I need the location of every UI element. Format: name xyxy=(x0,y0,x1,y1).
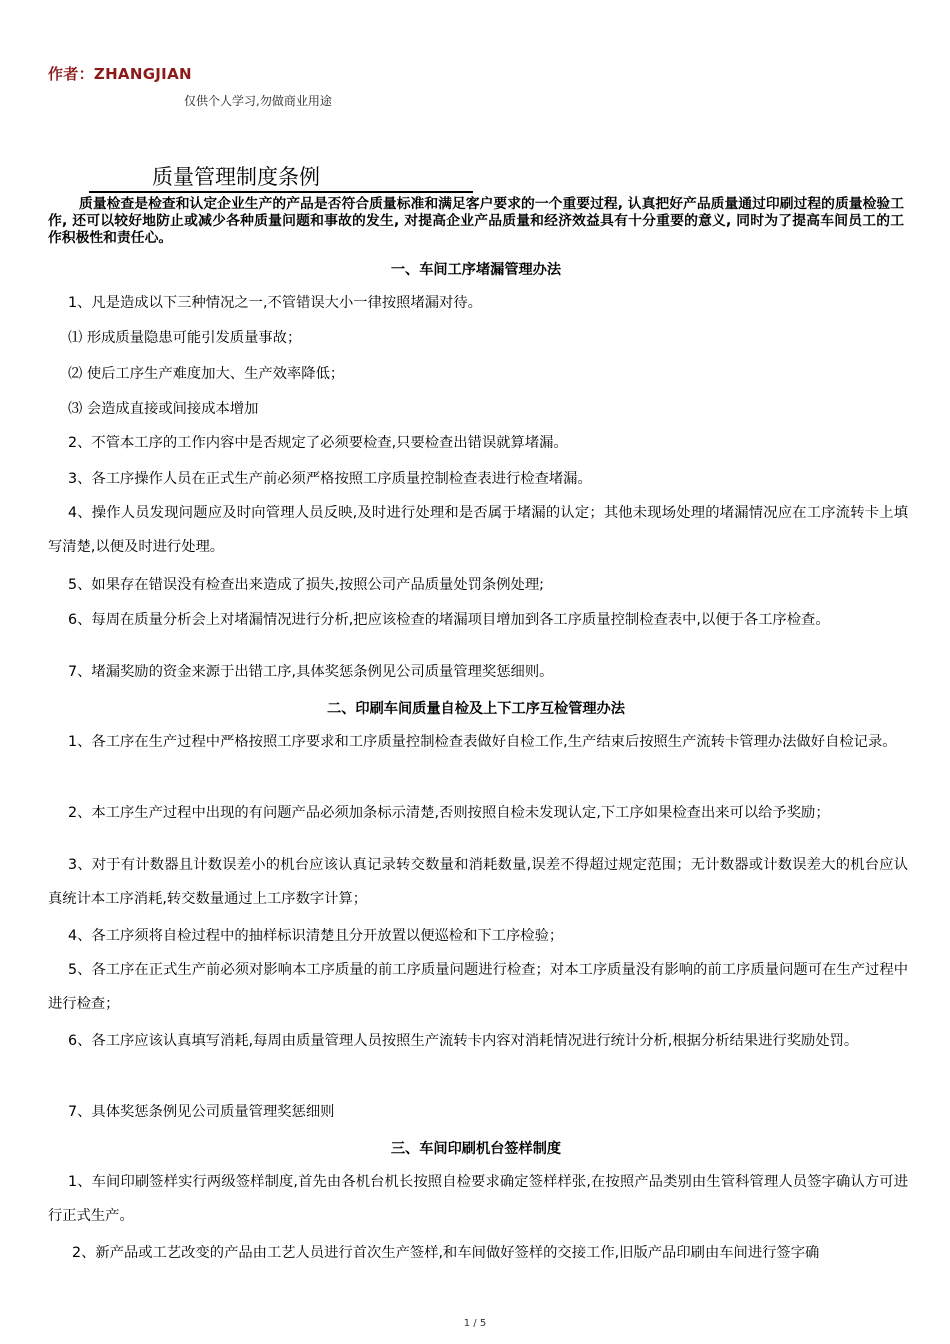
usage-note: 仅供个人学习,勿做商业用途 xyxy=(184,94,332,108)
section-1-subitem-3: ⑶ 会造成直接或间接成本增加 xyxy=(68,401,259,417)
section-3-item-2: 2、新产品或工艺改变的产品由工艺人员进行首次生产签样,和车间做好签样的交接工作,旧版产品印刷由车间进行签字确 xyxy=(72,1245,820,1261)
section-2-item-7: 7、具体奖惩条例见公司质量管理奖惩细则 xyxy=(68,1104,335,1120)
section-2-item-2: 2、本工序生产过程中出现的有问题产品必须加条标示清楚,否则按照自检未发现认定,下工序如果检查出来可以给予奖励； xyxy=(68,805,830,821)
section-1-item-2: 2、不管本工序的工作内容中是否规定了必须要检查,只要检查出错误就算堵漏。 xyxy=(68,435,568,451)
page-title: 质量管理制度条例 xyxy=(152,165,320,189)
section-2-item-6: 6、各工序应该认真填写消耗,每周由质量管理人员按照生产流转卡内容对消耗情况进行统计分析,根据分析结果进行奖励处罚。 xyxy=(68,1033,859,1049)
section-2-item-1: 1、各工序在生产过程中严格按照工序要求和工序质量控制检查表做好自检工作,生产结束后按照生产流转卡管理办法做好自检记录。 xyxy=(68,734,897,750)
section-1-item-4: 4、操作人员发现问题应及时向管理人员反映,及时进行处理和是否属于堵漏的认定；其他未现场处理的堵漏情况应在工序流转卡上填写清楚,以便及时进行处理。 xyxy=(48,505,908,555)
section-3-heading: 三、车间印刷机台签样制度 xyxy=(390,1141,562,1157)
intro-paragraph: 质量检查是检查和认定企业生产的产品是否符合质量标准和满足客户要求的一个重要过程, 认真把好产品质量通过印刷过程的质量检验工作, 还可以较好地防止或减少各种质量问题和事故的发生, 对提高企业产品质量和经济效益具有十分重要的意义, 同时为了提高车间员工的工作积极性和责任心。 xyxy=(48,196,904,246)
section-2-heading: 二、印刷车间质量自检及上下工序互检管理办法 xyxy=(327,701,625,717)
section-1-subitem-2: ⑵ 使后工序生产难度加大、生产效率降低； xyxy=(68,366,345,382)
section-2-item-3: 3、对于有计数器且计数误差小的机台应该认真记录转交数量和消耗数量,误差不得超过规定范围；无计数器或计数误差大的机台应认真统计本工序消耗,转交数量通过上工序数字计算； xyxy=(48,857,908,907)
section-1-item-5: 5、如果存在错误没有检查出来造成了损失,按照公司产品质量处罚条例处理; xyxy=(68,577,544,593)
section-1-item-7: 7、堵漏奖励的资金来源于出错工序,具体奖惩条例见公司质量管理奖惩细则。 xyxy=(68,664,554,680)
page-number: 1 / 5 xyxy=(463,1318,487,1329)
section-1-subitem-1: ⑴ 形成质量隐患可能引发质量事故； xyxy=(68,330,302,346)
section-3-item-1: 1、车间印刷签样实行两级签样制度,首先由各机台机长按照自检要求确定签样样张,在按照产品类别由生管科管理人员签字确认方可进行正式生产。 xyxy=(48,1174,908,1224)
author-line: 作者：ZHANGJIAN xyxy=(48,65,192,83)
section-1-item-3: 3、各工序操作人员在正式生产前必须严格按照工序质量控制检查表进行检查堵漏。 xyxy=(68,471,592,487)
title-underline xyxy=(89,163,473,193)
section-1-item-6: 6、每周在质量分析会上对堵漏情况进行分析,把应该检查的堵漏项目增加到各工序质量控制检查表中,以便于各工序检查。 xyxy=(68,612,830,628)
section-2-item-5: 5、各工序在正式生产前必须对影响本工序质量的前工序质量问题进行检查；对本工序质量没有影响的前工序质量问题可在生产过程中进行检查； xyxy=(48,962,908,1012)
section-1-heading: 一、车间工序堵漏管理办法 xyxy=(390,262,562,278)
section-1-item-1: 1、凡是造成以下三种情况之一,不管错误大小一律按照堵漏对待。 xyxy=(68,295,482,311)
section-2-item-4: 4、各工序须将自检过程中的抽样标识清楚且分开放置以便巡检和下工序检验； xyxy=(68,928,564,944)
